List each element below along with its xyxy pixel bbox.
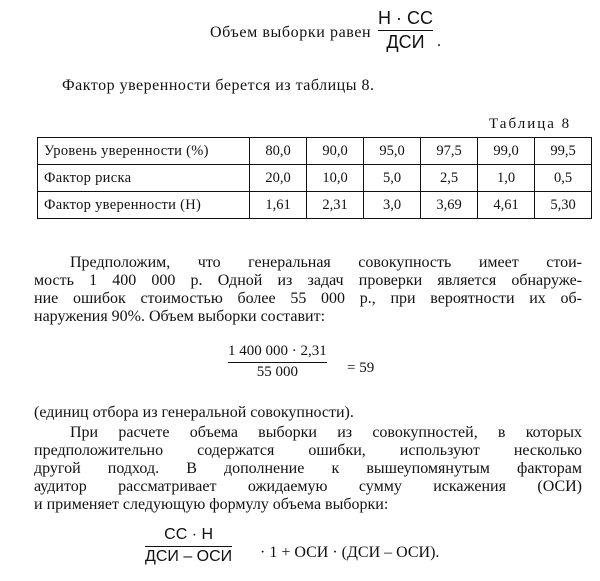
table-row-label: Фактор уверенности (Н) <box>38 192 250 219</box>
paragraph-line: и применяет следующую формулу объема выборки: <box>34 496 389 513</box>
paragraph-line: При расчете объема выборки из совокупностей, в которых <box>70 424 582 441</box>
factor-note: Фактор уверенности берется из таблицы 8. <box>62 77 375 94</box>
formula-example-fraction <box>228 344 327 380</box>
formula-sample-size-end: . <box>437 33 441 50</box>
table-cell: 20,0 <box>250 165 307 192</box>
table-cell: 90,0 <box>307 138 364 165</box>
table-cell: 4,61 <box>478 192 535 219</box>
fraction-bar <box>145 546 232 547</box>
confidence-factor-table <box>37 137 592 219</box>
formula-modified-fraction <box>145 527 232 565</box>
table-row <box>38 165 592 192</box>
table-cell: 80,0 <box>250 138 307 165</box>
paragraph-units <box>34 404 484 422</box>
paragraph-line: другой подход. В дополнение к вышеупомянутым факторам <box>34 460 582 477</box>
paragraph-line: аудитор рассматривает ожидаемую сумму искажения (ОСИ) <box>34 478 582 495</box>
table-cell: 97,5 <box>421 138 478 165</box>
formula-example-denominator: 55 000 <box>256 364 298 380</box>
table-cell: 5,0 <box>364 165 421 192</box>
table-cell: 99,0 <box>478 138 535 165</box>
paragraph-assumption <box>34 254 582 326</box>
table-cell: 5,30 <box>535 192 592 219</box>
table-caption: Таблица 8 <box>489 116 572 132</box>
formula-example-result: = 59 <box>347 360 375 376</box>
table-cell: 99,5 <box>535 138 592 165</box>
table-cell: 2,31 <box>307 192 364 219</box>
formula-modified-denominator: ДСИ – ОСИ <box>145 548 233 565</box>
formula-sample-size-numerator: Н · СС <box>378 8 433 28</box>
paragraph-approach <box>34 424 582 514</box>
formula-sample-size-denominator: ДСИ <box>386 32 425 52</box>
table-row <box>38 192 592 219</box>
table-cell: 3,69 <box>421 192 478 219</box>
table-row-label: Фактор риска <box>38 165 250 192</box>
formula-example-numerator: 1 400 000 · 2,31 <box>228 343 327 359</box>
paragraph-line: предположительно содержатся ошибки, используют несколько <box>34 442 582 459</box>
formula-sample-size-label: Объем выборки равен <box>210 24 372 41</box>
table-row-label: Уровень уверенности (%) <box>38 138 250 165</box>
table-cell: 95,0 <box>364 138 421 165</box>
fraction-bar <box>378 30 433 31</box>
fraction-bar <box>228 362 327 363</box>
paragraph-line: наружения 90%. Объем выборки составит: <box>34 308 326 325</box>
paragraph-line: Предположим, что генеральная совокупность имеет стои- <box>70 254 582 271</box>
paragraph-line: ние ошибок стоимостью более 55 000 р., при вероятности их об- <box>34 290 582 307</box>
table-cell: 2,5 <box>421 165 478 192</box>
table-cell: 3,0 <box>364 192 421 219</box>
table-cell: 0,5 <box>535 165 592 192</box>
table-cell: 1,0 <box>478 165 535 192</box>
formula-modified-tail: · 1 + ОСИ · (ДСИ – ОСИ). <box>260 544 440 561</box>
table-row <box>38 138 592 165</box>
paragraph-line: мость 1 400 000 р. Одной из задач проверки является обнаруже- <box>34 272 582 289</box>
paragraph-line: (единиц отбора из генеральной совокупности). <box>34 404 354 421</box>
table-cell: 10,0 <box>307 165 364 192</box>
formula-modified-numerator: СС · Н <box>164 526 214 543</box>
table-cell: 1,61 <box>250 192 307 219</box>
formula-sample-size-fraction <box>378 9 433 51</box>
